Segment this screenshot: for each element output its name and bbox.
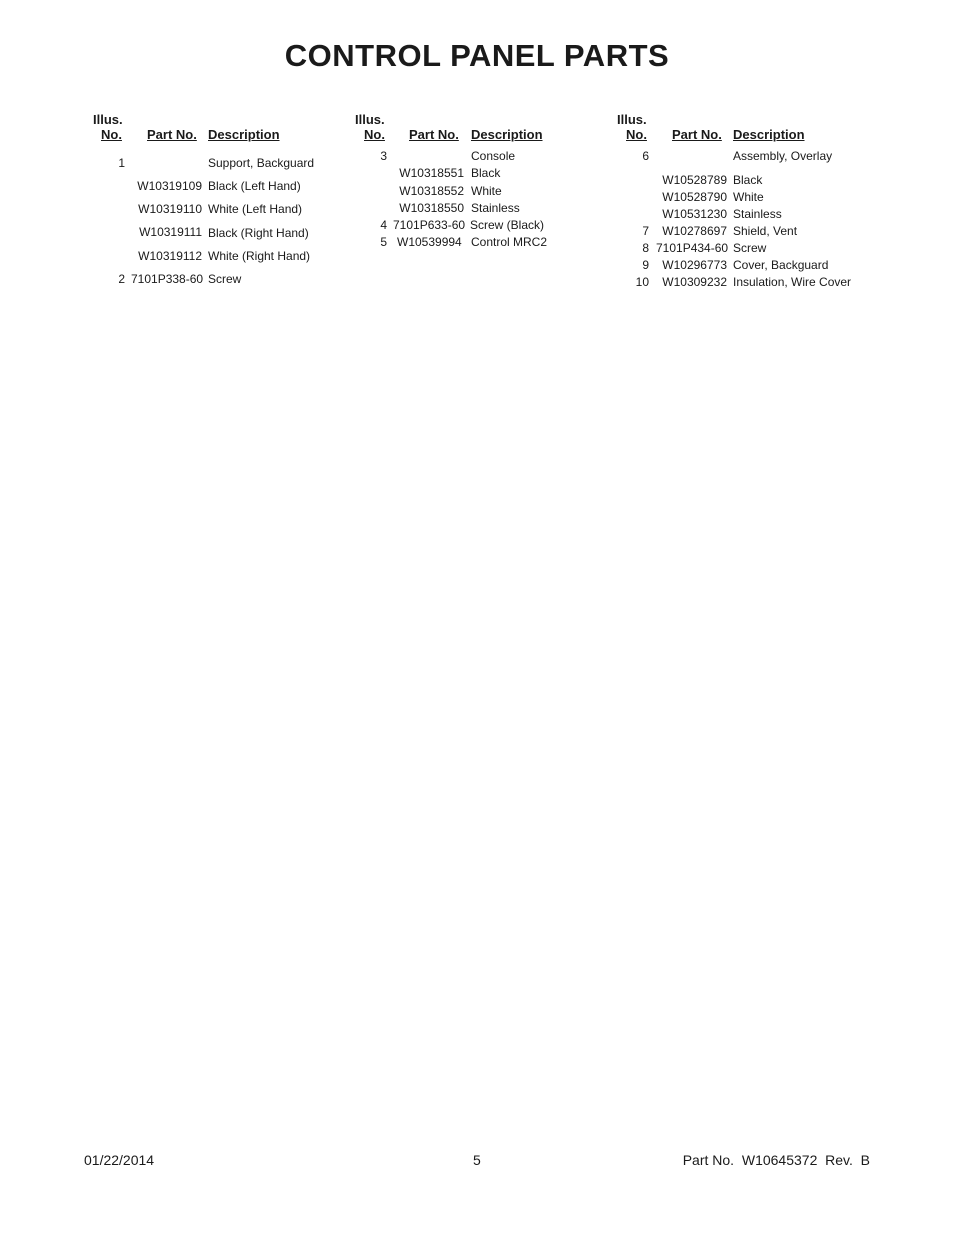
part-description: Control MRC2 bbox=[471, 235, 548, 249]
part-description: Black bbox=[471, 166, 501, 180]
part-description: Stainless bbox=[471, 201, 520, 215]
part-description: Black (Left Hand) bbox=[208, 179, 301, 193]
footer-date: 01/22/2014 bbox=[84, 1152, 155, 1168]
part-number: 7101P338-60 bbox=[131, 272, 204, 286]
illus-no: 2 bbox=[118, 272, 125, 286]
footer-part-reference: Part No. W10645372 Rev. B bbox=[682, 1152, 870, 1168]
header-part-no: Part No. bbox=[147, 127, 197, 142]
part-number: W10318552 bbox=[399, 184, 464, 198]
part-number: 7101P633-60 bbox=[393, 218, 466, 232]
illus-no: 10 bbox=[635, 275, 649, 289]
part-number: W10319112 bbox=[138, 249, 202, 263]
part-description: Support, Backguard bbox=[208, 156, 315, 170]
part-description: Console bbox=[471, 149, 516, 163]
part-description: White (Right Hand) bbox=[208, 249, 311, 263]
part-number: W10539994 bbox=[397, 235, 462, 249]
part-description: Cover, Backguard bbox=[733, 258, 829, 272]
header-illus: Illus. bbox=[617, 112, 647, 127]
header-part-no: Part No. bbox=[672, 127, 722, 142]
part-number: 7101P434-60 bbox=[656, 241, 729, 255]
part-number: W10319110 bbox=[138, 202, 202, 216]
illus-no: 1 bbox=[118, 156, 125, 170]
header-no: No. bbox=[101, 127, 122, 142]
header-part-no: Part No. bbox=[409, 127, 459, 142]
header-description: Description bbox=[208, 127, 280, 142]
part-number: W10296773 bbox=[662, 258, 727, 272]
part-number: W10318550 bbox=[399, 201, 464, 215]
part-description: Screw bbox=[208, 272, 242, 286]
illus-no: 4 bbox=[380, 218, 387, 232]
part-description: White bbox=[471, 184, 502, 198]
part-number: W10528790 bbox=[662, 190, 727, 204]
illus-no: 9 bbox=[642, 258, 649, 272]
header-illus: Illus. bbox=[355, 112, 385, 127]
header-no: No. bbox=[626, 127, 647, 142]
footer-page-number: 5 bbox=[473, 1152, 481, 1168]
part-description: White bbox=[733, 190, 764, 204]
part-number: W10528789 bbox=[662, 173, 727, 187]
part-number: W10309232 bbox=[662, 275, 727, 289]
part-description: Black bbox=[733, 173, 763, 187]
part-number: W10319111 bbox=[139, 225, 202, 239]
header-illus: Illus. bbox=[93, 112, 123, 127]
part-description: Assembly, Overlay bbox=[733, 149, 833, 163]
illus-no: 8 bbox=[642, 241, 649, 255]
illus-no: 3 bbox=[380, 149, 387, 163]
part-description: Black (Right Hand) bbox=[208, 226, 309, 240]
part-description: White (Left Hand) bbox=[208, 202, 303, 216]
header-no: No. bbox=[364, 127, 385, 142]
page-title: CONTROL PANEL PARTS bbox=[284, 38, 670, 73]
illus-no: 7 bbox=[642, 224, 649, 238]
part-number: W10531230 bbox=[662, 207, 727, 221]
part-description: Shield, Vent bbox=[733, 224, 798, 238]
part-number: W10318551 bbox=[399, 166, 464, 180]
part-number: W10278697 bbox=[662, 224, 727, 238]
part-description: Screw (Black) bbox=[470, 218, 545, 232]
header-description: Description bbox=[733, 127, 805, 142]
part-description: Screw bbox=[733, 241, 767, 255]
part-number: W10319109 bbox=[137, 179, 202, 193]
part-description: Stainless bbox=[733, 207, 782, 221]
illus-no: 5 bbox=[380, 235, 387, 249]
illus-no: 6 bbox=[642, 149, 649, 163]
header-description: Description bbox=[471, 127, 543, 142]
part-description: Insulation, Wire Cover bbox=[733, 275, 852, 289]
